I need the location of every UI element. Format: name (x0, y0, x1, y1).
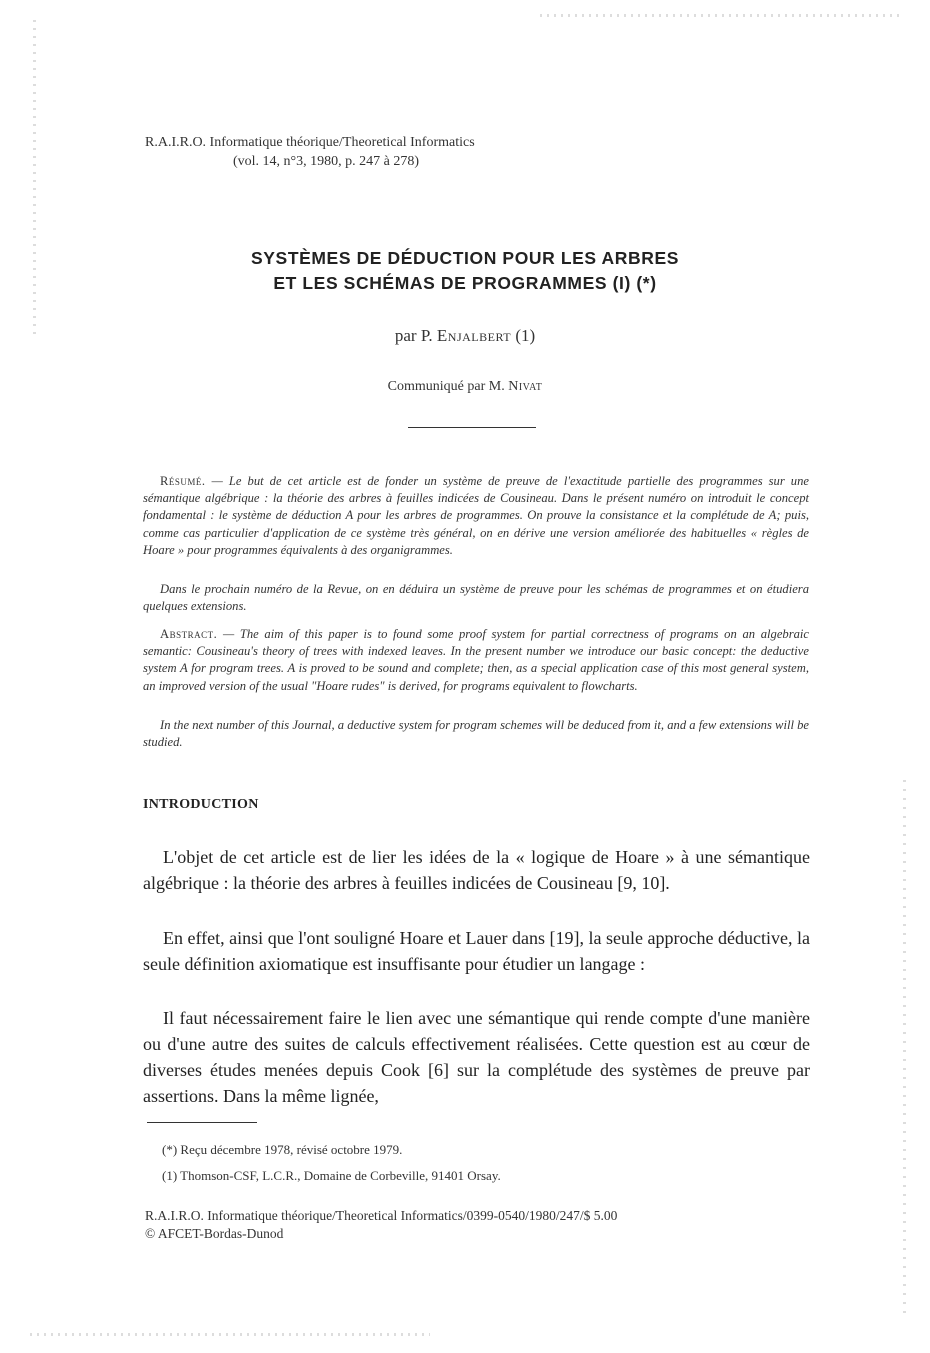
intro-paragraph-3 (143, 1005, 810, 1109)
abstract-text-2: In the next number of this Journal, a deductive system for program schemes will be deduced from it, and a few extensions will be studied. (143, 718, 809, 750)
abstract-paragraph (143, 626, 809, 695)
footnote-affiliation: (1) Thomson-CSF, L.C.R., Domaine de Corbeville, 91401 Orsay. (162, 1168, 501, 1183)
paper-title (0, 246, 930, 296)
communicated-by (0, 379, 930, 395)
abstract-paragraph-2 (143, 717, 809, 751)
author-name: Enjalbert (436, 326, 512, 345)
title-divider (408, 427, 536, 428)
journal-line-2: (vol. 14, n°3, 1980, p. 247 à 278) (233, 154, 420, 169)
title-line-1: SYSTÈMES DE DÉDUCTION POUR LES ARBRES (251, 248, 679, 268)
communicated-prefix: Communiqué par M. (387, 379, 505, 394)
footnote-divider (147, 1122, 257, 1123)
scan-noise-right (903, 780, 906, 1320)
communicated-name: Nivat (508, 379, 543, 394)
abstract-label: Abstract. (160, 627, 218, 641)
journal-reference (145, 133, 475, 171)
author-footnote-mark: (1) (515, 326, 536, 345)
intro-paragraph-1-text: L'objet de cet article est de lier les idées de la « logique de Hoare » à une sémantique algébrique : la théorie des arbres à feuilles indicées de Cousineau [9, 10]. (143, 847, 810, 893)
journal-line-1: R.A.I.R.O. Informatique théorique/Theoretical Informatics (145, 135, 475, 150)
resume-text-2: Dans le prochain numéro de la Revue, on en déduira un système de preuve pour les schémas de programmes et on étudiera quelques extensions. (143, 582, 809, 614)
title-line-2: ET LES SCHÉMAS DE PROGRAMMES (I) (*) (273, 273, 657, 293)
intro-paragraph-2 (143, 925, 810, 977)
footnote-received: (*) Reçu décembre 1978, révisé octobre 1979. (162, 1142, 403, 1157)
intro-paragraph-2-text: En effet, ainsi que l'ont souligné Hoare et Lauer dans [19], la seule approche déductive, la seule définition axiomatique est insuffisante pour étudier un langage : (143, 928, 810, 974)
abstract-text: — The aim of this paper is to found some proof system for partial correctness of programs on an algebraic semantic: Cousineau's theory of trees with indexed leaves. In the present number we introduce our basic concept: the deductive system A for program trees. A is proved to be sound and complete; then, as a special application case of this most general system, an improved version of the usual "Hoare rudes" is derived, for programs equivalent to flowcharts. (143, 627, 809, 693)
scan-noise-bottom (30, 1333, 430, 1336)
footer-line-2: © AFCET-Bordas-Dunod (145, 1226, 284, 1241)
intro-paragraph-1 (143, 844, 810, 896)
scan-noise-top (540, 14, 900, 17)
resume-text: — Le but de cet article est de fonder un système de preuve de l'exactitude partielle des programmes sur une sémantique algébrique : la théorie des arbres à feuilles indicées de Cousineau. Dans le présent numéro on introduit le concept fondamental : le système de déduction A pour les arbres de programmes. On prouve la consistance et la complétude de A; puis, comme cas particulier d'application de ce système très général, on en dérive une version améliorée des habituelles « règles de Hoare » pour programmes équivalents à des organigrammes. (143, 474, 809, 557)
intro-paragraph-3-text: Il faut nécessairement faire le lien avec une sémantique qui rende compte d'une manière ou d'une autre des suites de calculs effectivement réalisées. Cette question est au cœur de diverses études menées depuis Cook [6] sur la complétude des systèmes de preuve par assertions. Dans la même lignée, (143, 1008, 810, 1106)
resume-paragraph (143, 473, 809, 559)
introduction-heading: INTRODUCTION (143, 797, 259, 812)
author-prefix: par P. (394, 326, 433, 345)
resume-label: Résumé. (160, 474, 206, 488)
resume-paragraph-2 (143, 581, 809, 615)
footer-line-1: R.A.I.R.O. Informatique théorique/Theoretical Informatics/0399-0540/1980/247/$ 5.00 (145, 1208, 618, 1223)
page-footer (145, 1207, 617, 1243)
author-line (0, 326, 930, 346)
